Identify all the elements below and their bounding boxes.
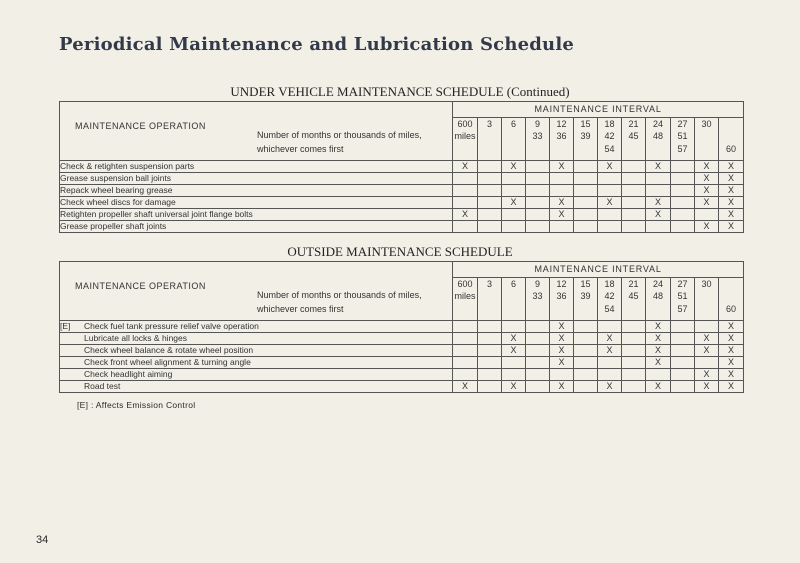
page-title: Periodical Maintenance and Lubrication Schedule — [59, 34, 575, 55]
under-vehicle-schedule-table — [59, 101, 744, 233]
interval-column-header: 21 45 — [622, 277, 646, 320]
interval-column-header: 27 51 57 — [671, 117, 695, 160]
operation-name-cell — [60, 221, 453, 233]
interval-column-header: 12 36 — [550, 117, 574, 160]
outside-heading: OUTSIDE MAINTENANCE SCHEDULE — [287, 244, 513, 259]
interval-column-header: 6 — [502, 117, 526, 160]
interval-mark: X — [550, 357, 574, 369]
table-row — [60, 369, 744, 381]
interval-column-header: 60 — [719, 117, 744, 160]
operation-name-cell — [60, 173, 453, 185]
interval-column-header: 60 — [719, 277, 744, 320]
interval-mark — [526, 197, 550, 209]
interval-mark — [598, 321, 622, 333]
interval-mark: X — [502, 197, 526, 209]
interval-mark — [598, 185, 622, 197]
interval-column-header: 600 miles — [453, 117, 478, 160]
interval-mark — [671, 221, 695, 233]
interval-mark — [622, 221, 646, 233]
interval-mark — [526, 161, 550, 173]
interval-criteria-note: Number of months or thousands of miles, whichever comes first — [257, 130, 422, 154]
interval-column-header: 30 — [695, 117, 719, 160]
interval-mark: X — [695, 345, 719, 357]
operation-name-cell — [60, 333, 453, 345]
interval-mark — [671, 161, 695, 173]
table-row — [60, 357, 744, 369]
interval-mark: X — [598, 197, 622, 209]
operation-header-cell — [60, 102, 453, 161]
interval-mark — [574, 345, 598, 357]
interval-mark — [478, 173, 502, 185]
interval-mark — [598, 369, 622, 381]
operation-name: Grease suspension ball joints — [60, 173, 172, 183]
interval-mark — [598, 209, 622, 221]
interval-mark: X — [598, 161, 622, 173]
operation-column-title: MAINTENANCE OPERATION — [75, 121, 206, 131]
interval-mark — [478, 345, 502, 357]
operation-name: Check front wheel alignment & turning angle — [84, 357, 251, 367]
interval-mark: X — [646, 381, 671, 393]
maintenance-interval-header: MAINTENANCE INTERVAL — [453, 102, 744, 118]
emission-tag: [E] — [60, 321, 71, 331]
interval-mark — [622, 381, 646, 393]
interval-mark — [671, 345, 695, 357]
interval-mark: X — [550, 321, 574, 333]
interval-mark — [598, 221, 622, 233]
operation-name: Check wheel discs for damage — [60, 197, 176, 207]
interval-mark — [478, 185, 502, 197]
interval-mark: X — [719, 357, 744, 369]
table-row — [60, 345, 744, 357]
interval-mark: X — [646, 357, 671, 369]
interval-mark — [453, 197, 478, 209]
interval-column-header: 3 — [478, 277, 502, 320]
interval-mark — [671, 333, 695, 345]
table-row — [60, 185, 744, 197]
interval-mark — [646, 185, 671, 197]
interval-mark — [502, 357, 526, 369]
interval-mark — [478, 333, 502, 345]
interval-mark — [574, 321, 598, 333]
interval-mark — [671, 209, 695, 221]
operation-name: Check headlight aiming — [84, 369, 173, 379]
interval-mark — [453, 333, 478, 345]
interval-mark — [622, 185, 646, 197]
interval-mark — [622, 333, 646, 345]
interval-mark: X — [598, 381, 622, 393]
table-row — [60, 381, 744, 393]
interval-mark — [478, 321, 502, 333]
interval-mark — [671, 381, 695, 393]
operation-name-cell — [60, 381, 453, 393]
interval-mark — [550, 185, 574, 197]
interval-mark — [526, 221, 550, 233]
table-row — [60, 173, 744, 185]
interval-mark — [526, 333, 550, 345]
interval-mark — [646, 173, 671, 185]
interval-mark: X — [719, 173, 744, 185]
under-vehicle-heading: UNDER VEHICLE MAINTENANCE SCHEDULE (Continued) — [230, 84, 570, 99]
interval-mark: X — [550, 209, 574, 221]
interval-mark — [550, 221, 574, 233]
interval-mark — [622, 369, 646, 381]
interval-column-header: 30 — [695, 277, 719, 320]
interval-column-header: 15 39 — [574, 277, 598, 320]
interval-mark — [622, 357, 646, 369]
interval-mark — [671, 197, 695, 209]
operation-header-cell — [60, 262, 453, 321]
interval-mark — [526, 345, 550, 357]
interval-mark — [478, 161, 502, 173]
interval-mark — [574, 369, 598, 381]
interval-mark: X — [598, 345, 622, 357]
interval-mark: X — [719, 197, 744, 209]
interval-mark: X — [695, 197, 719, 209]
interval-mark — [671, 321, 695, 333]
interval-mark — [671, 173, 695, 185]
interval-column-header: 600 miles — [453, 277, 478, 320]
interval-mark: X — [719, 209, 744, 221]
interval-column-header: 12 36 — [550, 277, 574, 320]
interval-mark — [526, 173, 550, 185]
interval-column-header: 6 — [502, 277, 526, 320]
operation-name-cell — [60, 197, 453, 209]
outside-schedule-table — [59, 261, 744, 393]
operation-name-cell — [60, 209, 453, 221]
interval-mark: X — [719, 221, 744, 233]
table-row — [60, 321, 744, 333]
operation-name: Repack wheel bearing grease — [60, 185, 173, 195]
interval-mark: X — [646, 161, 671, 173]
operation-name: Retighten propeller shaft universal joint flange bolts — [60, 209, 253, 219]
interval-mark: X — [719, 369, 744, 381]
interval-mark: X — [695, 369, 719, 381]
interval-mark — [550, 173, 574, 185]
interval-mark: X — [695, 333, 719, 345]
interval-mark: X — [550, 345, 574, 357]
interval-mark — [622, 197, 646, 209]
interval-mark — [453, 173, 478, 185]
interval-mark — [478, 369, 502, 381]
interval-mark — [622, 345, 646, 357]
interval-mark — [478, 221, 502, 233]
interval-mark — [574, 161, 598, 173]
interval-mark — [478, 197, 502, 209]
interval-mark — [695, 321, 719, 333]
interval-mark: X — [502, 161, 526, 173]
interval-mark: X — [695, 381, 719, 393]
interval-mark: X — [695, 173, 719, 185]
maintenance-interval-header: MAINTENANCE INTERVAL — [453, 262, 744, 278]
interval-mark — [453, 321, 478, 333]
interval-mark: X — [502, 345, 526, 357]
interval-mark — [695, 209, 719, 221]
interval-mark: X — [646, 209, 671, 221]
interval-mark — [526, 321, 550, 333]
interval-column-header: 21 45 — [622, 117, 646, 160]
interval-mark: X — [695, 221, 719, 233]
interval-mark — [646, 369, 671, 381]
interval-mark — [502, 321, 526, 333]
interval-mark — [502, 185, 526, 197]
interval-mark: X — [550, 197, 574, 209]
operation-name: Check wheel balance & rotate wheel position — [84, 345, 254, 355]
interval-mark — [622, 161, 646, 173]
interval-mark — [453, 221, 478, 233]
interval-mark: X — [719, 381, 744, 393]
table-row — [60, 209, 744, 221]
interval-mark — [574, 173, 598, 185]
interval-mark: X — [453, 209, 478, 221]
interval-mark — [574, 209, 598, 221]
interval-mark: X — [646, 345, 671, 357]
interval-mark — [622, 173, 646, 185]
interval-mark: X — [695, 161, 719, 173]
page-number: 34 — [36, 534, 49, 546]
interval-mark — [526, 209, 550, 221]
table-row — [60, 197, 744, 209]
interval-column-header: 15 39 — [574, 117, 598, 160]
interval-mark — [526, 369, 550, 381]
interval-mark — [526, 185, 550, 197]
interval-mark — [622, 209, 646, 221]
interval-mark: X — [719, 161, 744, 173]
interval-mark: X — [719, 345, 744, 357]
interval-mark — [478, 381, 502, 393]
table-row — [60, 161, 744, 173]
interval-mark — [526, 357, 550, 369]
operation-name: Road test — [84, 381, 121, 391]
interval-mark — [453, 357, 478, 369]
interval-column-header: 27 51 57 — [671, 277, 695, 320]
interval-mark: X — [502, 381, 526, 393]
interval-mark — [646, 221, 671, 233]
interval-mark — [671, 185, 695, 197]
interval-mark — [574, 333, 598, 345]
interval-mark — [574, 357, 598, 369]
interval-mark: X — [719, 321, 744, 333]
interval-mark: X — [550, 161, 574, 173]
interval-mark — [574, 197, 598, 209]
interval-mark — [478, 357, 502, 369]
interval-column-header: 24 48 — [646, 277, 671, 320]
interval-mark — [671, 357, 695, 369]
interval-mark — [502, 173, 526, 185]
interval-mark: X — [502, 333, 526, 345]
interval-mark — [478, 209, 502, 221]
operation-name: Lubricate all locks & hinges — [84, 333, 188, 343]
interval-mark — [598, 357, 622, 369]
interval-mark: X — [719, 333, 744, 345]
interval-mark — [453, 185, 478, 197]
interval-mark — [526, 381, 550, 393]
interval-mark: X — [646, 333, 671, 345]
operation-column-title: MAINTENANCE OPERATION — [75, 281, 206, 291]
operation-name-cell — [60, 185, 453, 197]
interval-mark — [502, 209, 526, 221]
interval-mark — [574, 185, 598, 197]
operation-name: Check fuel tank pressure relief valve operation — [84, 321, 259, 331]
interval-mark — [502, 221, 526, 233]
interval-column-header: 18 42 54 — [598, 277, 622, 320]
interval-column-header: 9 33 — [526, 277, 550, 320]
interval-mark — [622, 321, 646, 333]
interval-criteria-note: Number of months or thousands of miles, whichever comes first — [257, 290, 422, 314]
interval-mark: X — [719, 185, 744, 197]
interval-mark — [671, 369, 695, 381]
interval-column-header: 24 48 — [646, 117, 671, 160]
interval-mark: X — [646, 197, 671, 209]
operation-name-cell — [60, 369, 453, 381]
operation-name: Grease propeller shaft joints — [60, 221, 167, 231]
interval-mark: X — [453, 161, 478, 173]
operation-name-cell — [60, 345, 453, 357]
interval-mark — [453, 345, 478, 357]
interval-mark — [574, 381, 598, 393]
interval-mark — [598, 173, 622, 185]
emission-footnote: [E] : Affects Emission Control — [77, 400, 196, 410]
table-row — [60, 221, 744, 233]
interval-mark: X — [695, 185, 719, 197]
operation-name-cell — [60, 357, 453, 369]
operation-name-cell — [60, 321, 453, 333]
interval-mark: X — [646, 321, 671, 333]
interval-mark: X — [550, 381, 574, 393]
interval-mark: X — [598, 333, 622, 345]
operation-name: Check & retighten suspension parts — [60, 161, 195, 171]
interval-mark — [574, 221, 598, 233]
interval-column-header: 9 33 — [526, 117, 550, 160]
interval-mark — [453, 369, 478, 381]
table-row — [60, 333, 744, 345]
interval-column-header: 18 42 54 — [598, 117, 622, 160]
interval-mark: X — [550, 333, 574, 345]
interval-mark — [502, 369, 526, 381]
interval-mark — [695, 357, 719, 369]
operation-name-cell — [60, 161, 453, 173]
interval-column-header: 3 — [478, 117, 502, 160]
interval-mark — [550, 369, 574, 381]
interval-mark: X — [453, 381, 478, 393]
